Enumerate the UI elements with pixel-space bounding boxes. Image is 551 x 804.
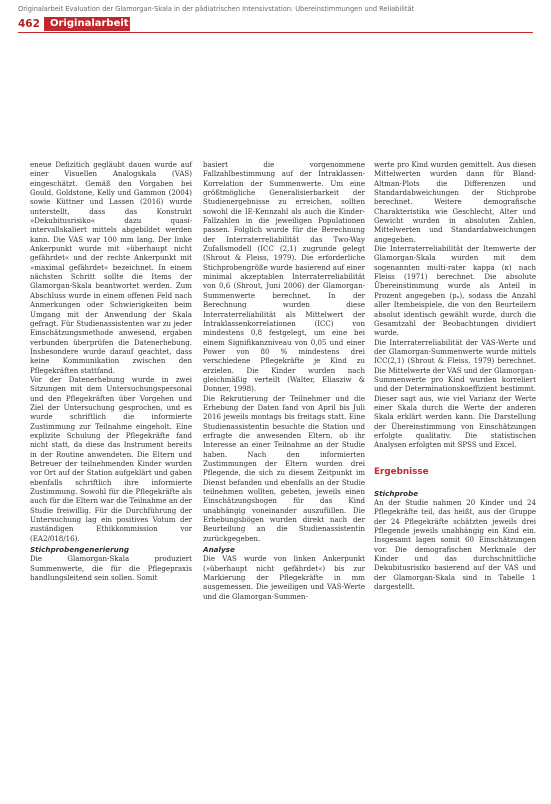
section-label: Originalarbeit [44, 17, 130, 31]
subheading-stichprobe: Stichprobe [374, 488, 419, 498]
paragraph: Die VAS wurde von linken Ankerpunkt (»überhaupt nicht gefährdet«) bis zur Markierung der Pflegekräfte in mm ausgemessen. Die jeweiligen und VAS-Werte und die Glamorgan-Summen- [203, 554, 365, 601]
text-column-right [374, 160, 536, 591]
paragraph: Die Glamorgan-Skala produziert Summenwerte, die für die Pflegepraxis handlungsleitend sein sollen. Somit [30, 554, 192, 583]
paragraph: Die Interraterreliabilität der Itemwerte der Glamorgan-Skala wurden mit dem sogenannten multi-rater kappa (κ) nach Fleiss (1971) berechnet. Die absolute Übereinstimmung wurde als Anteil in Prozent angegeben (pₐ), sodass die Anzahl aller Itembeispiele, die von den Beurteilern absolut identisch gewählt wurde, durch die Gesamtzahl der Beobachtungen dividiert wurde. [374, 244, 536, 338]
header-rule [18, 32, 533, 33]
text-column-middle [203, 160, 365, 601]
paragraph: Die Interraterreliabilität der VAS-Werte und der Glamorgan-Summenwerte wurde mittels ICC(2,1) (Shrout & Fleiss, 1979) berechnet. Die Mittelwerte der VAS und der Glamorgan-Summenwerte pro Kind wurden korreliert und der Determinationskoeffizient bestimmt. Dieser sagt aus, wie viel Varianz der Werte einer Skala durch die Werte der anderen Skala erklärt werden kann. Die Darstellung der Übereinstimmung von Einschätzungen erfolgte qualitativ. Die statistischen Analysen erfolgten mit SPSS und Excel. [374, 337, 536, 450]
running-head: Originalarbeit Evaluation der Glamorgan-Skala in der pädiatrischen Intensivstation: Übereinstimmungen und Reliabilität [18, 5, 415, 13]
paragraph: eneue Defizitich gegläubt dauen wurde auf einer Visuellen Analogskala (VAS) eingeschätzt. Gemäß den Vorgaben bei Gould, Goldstone, Kelly und Gammon (2004) sowie Küttner und Lassen (2016) wurde unterstellt, dass das Konstrukt »Dekubitusrisiko« dazu quasi-intervallskaliert mittels abgebildet werden kann. Die VAS war 100 mm lang. Der linke Ankerpunkt wurde mit »überhaupt nicht gefährdet« und der rechte Ankerpunkt mit »maximal gefährdet« bezeichnet. In einem nächsten Schritt sollte die Items der Glamorgan-Skala beantwortet werden. Zum Abschluss wurde in einem offenen Feld nach Anmerkungen oder Schwierigkeiten beim Umgang mit der Anwendung der Skala gefragt. Für Studienassistenten war zu jeder Einschätzungsmethode anwesend, ergaben verbunden überprüfen die Datenerhebung. Insbesondere wurde darauf geachtet, dass keine Kommunikation zwischen den Pflegekräften stattfand. [30, 160, 192, 375]
section-heading-ergebnisse: Ergebnisse [374, 466, 429, 477]
subheading-stichprobengenerierung: Stichprobengenerierung [30, 545, 130, 555]
text-column-left [30, 160, 192, 582]
page-header [18, 17, 130, 31]
paragraph: Vor der Datenerhebung wurde in zwei Sitzungen mit dem Untersuchungspersonal und den Pflegekräften über Vorgehen und Ziel der Untersuchung gesprochen, und es wurde schriftlich die informierte Zustimmung zur Teilnahme eingeholt. Eine explizite Schulung der Pflegekräfte fand nicht statt, da diese das Instrument bereits in der Routine anwendeten. Die Eltern und Betreuer der teilnehmenden Kinder wurden vor Ort auf der Station aufgeklärt und gaben ebenfalls schriftlich ihre informierte Zustimmung. Sowohl für die Pflegekräfte als auch für die Eltern war die Teilnahme an der Studie freiwillig. Für die Durchführung der Untersuchung lag ein positives Votum der zuständigen Ethikkommission vor (EA2/018/16). [30, 374, 192, 543]
paragraph: basiert die vorgenommene Fallzahlbestimmung auf der Intraklassen-Korrelation der Summenwerte. Um eine größtmögliche Generalisierbarkeit der Studienergebnisse zu erreichen, sollten sowohl die IE-Kennzahl als auch die Kinder-Fallzahlen in die jeweiligen Populationen passen. Folglich wurde für die Berechnung der Interraterreliabilität das Two-Way Zufallsmodell (ICC (2,1) zugrunde gelegt (Shrout & Fleiss, 1979). Die erforderliche Stichprobengröße wurde basierend auf einer minimal akzeptablen Interraterreliabilität von 0,6 (Shrout, Juni 2006) der Glamorgan-Summenwerte berechnet. In der Berechnung wurden diese Interraterreliabilität als Mittelwert der Intraklassenkorrelationen (ICC) von mindestens 0,8 festgelegt, um eine bei einem Signifikanzniveau von 0,05 und einer Power von 80 % mindestens drei verschiedene Pflegekräfte je Kind zu erzielen. Die Kinder wurden nach gleichmäßig verteilt (Walter, Eliasziw & Donner, 1998). [203, 160, 365, 394]
paragraph: An der Studie nahmen 20 Kinder und 24 Pflegekräfte teil, das heißt, aus der Gruppe der 24 Pflegekräfte schätzten jeweils drei Pflegende jeweils unabhängig ein Kind ein. Insgesamt lagen somit 60 Einschätzungen vor. Die demografischen Merkmale der Kinder und das durchschnittliche Dekubitusrisiko basierend auf der VAS und der Glamorgan-Skala sind in Tabelle 1 dargestellt. [374, 498, 536, 592]
paragraph: werte pro Kind wurden gemittelt. Aus diesen Mittelwerten wurden dann für Bland-Altman-Plots die Differenzen und Standardabweichungen der Stichprobe berechnet. Weitere demografische Charakteristika wie Geschlecht, Alter und Gewicht wurden in absoluten Zahlen, Mittelwerten und Standardabweichungen angegeben. [374, 160, 536, 244]
page-number: 462 [18, 17, 44, 31]
paragraph: Die Rekrutierung der Teilnehmer und die Erhebung der Daten fand von April bis Juli 2016 jeweils montags bis freitags statt. Eine Studienassistentin besuchte die Station und erfragte die anwesenden Eltern, ob ihr Interesse an einer Teilnahme an der Studie haben. Nach den informierten Zustimmungen der Eltern wurden drei Pflegende, die sich zu diesem Zeitpunkt im Dienst befanden und ebenfalls an der Studie teilnehmen wollten, gebeten, jeweils einen Einschätzungsbogen für das Kind unabhängig voneinander auszufüllen. Die Erhebungsbögen wurden direkt nach der Beurteilung an die Studienassistentin zurückgegeben. [203, 393, 365, 543]
subheading-analyse: Analyse [203, 545, 235, 555]
